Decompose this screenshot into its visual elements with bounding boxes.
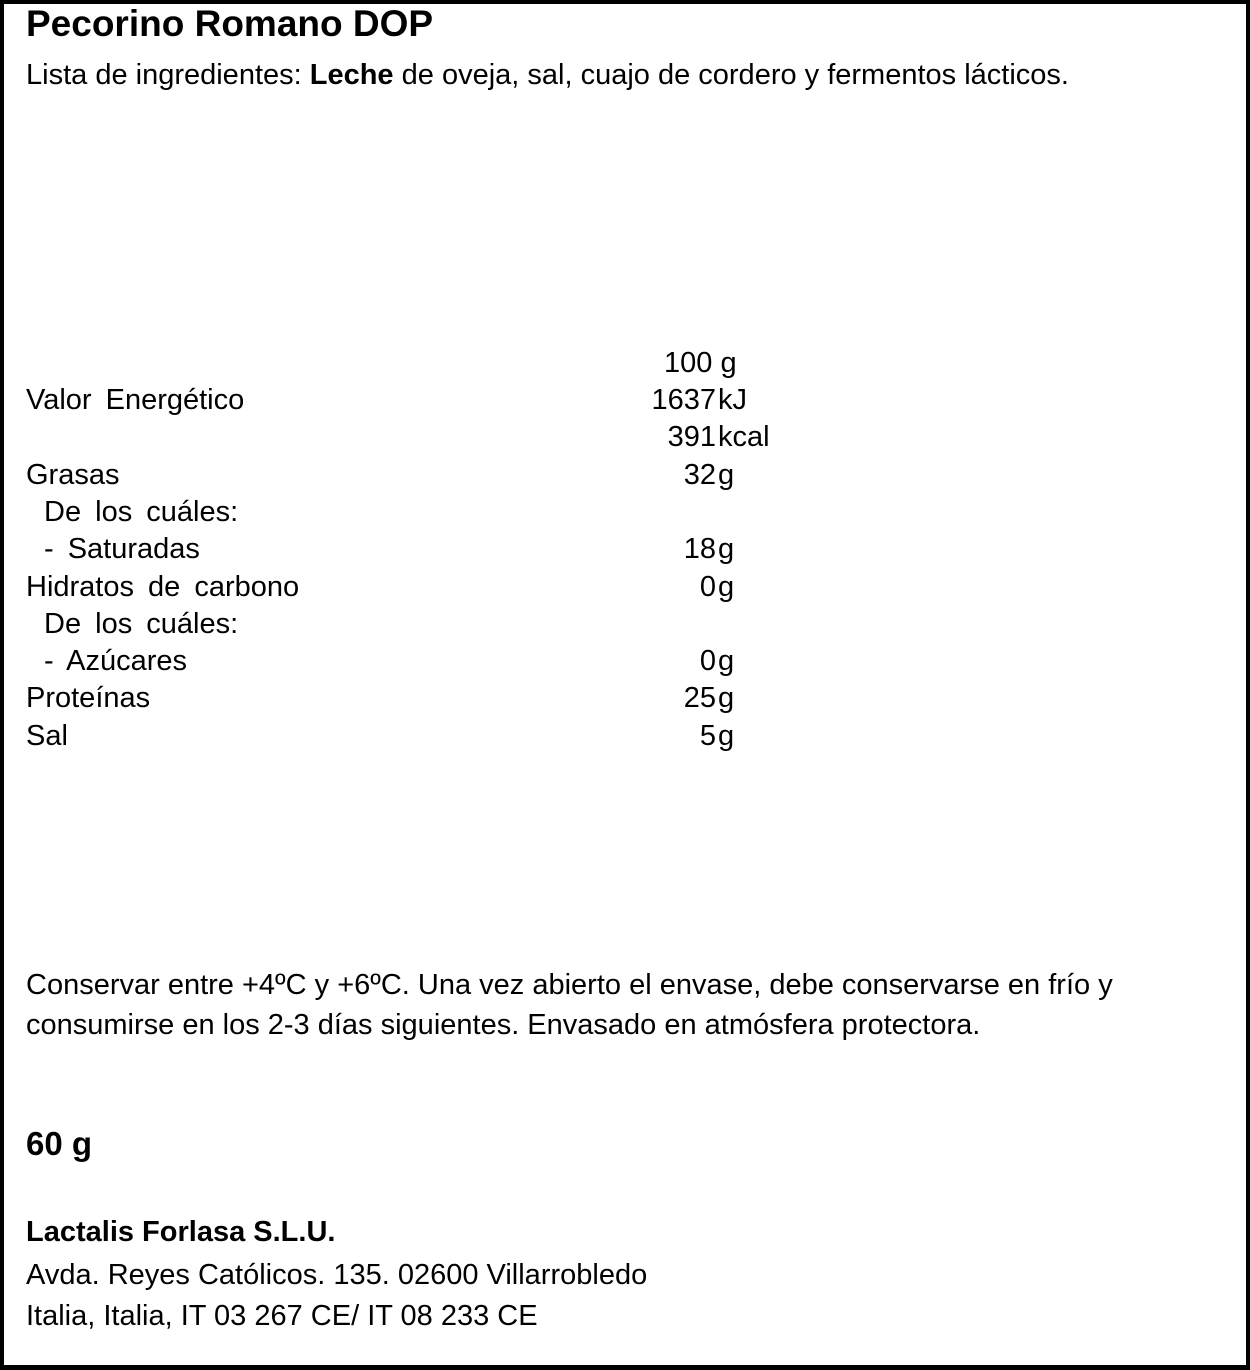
ingredients-rest: de oveja, sal, cuajo de cordero y fermentos lácticos. bbox=[393, 59, 1069, 91]
net-weight: 60 g bbox=[26, 1125, 93, 1162]
nutrition-label: - Azúcares bbox=[44, 645, 187, 678]
nutrition-value: 1637 bbox=[651, 384, 716, 416]
nutrition-value: 0 bbox=[699, 645, 716, 678]
nutrition-row bbox=[26, 718, 806, 755]
nutrition-unit: g bbox=[718, 533, 735, 566]
nutrition-unit: g bbox=[718, 645, 735, 678]
nutrition-label: De los cuáles: bbox=[44, 495, 239, 528]
nutrition-row bbox=[26, 569, 806, 606]
product-title: Pecorino Romano DOP bbox=[26, 3, 434, 44]
company-name: Lactalis Forlasa S.L.U. bbox=[26, 1216, 336, 1248]
nutrition-value: 25 bbox=[683, 682, 716, 715]
nutrition-row bbox=[26, 382, 806, 419]
ingredients-prefix: Lista de ingredientes: bbox=[26, 59, 310, 91]
nutrition-label: Grasas bbox=[26, 458, 120, 491]
nutrition-header: 100 g bbox=[664, 347, 737, 379]
nutrition-unit: g bbox=[718, 719, 735, 752]
nutrition-row bbox=[26, 457, 806, 494]
nutrition-label: - Saturadas bbox=[44, 533, 200, 566]
nutrition-row bbox=[26, 531, 806, 568]
nutrition-value: 391 bbox=[667, 421, 716, 454]
nutrition-row bbox=[26, 680, 806, 717]
nutrition-value: 18 bbox=[683, 533, 716, 566]
company-registration: Italia, Italia, IT 03 267 CE/ IT 08 233 CE bbox=[26, 1300, 538, 1332]
nutrition-row bbox=[26, 419, 806, 456]
ingredients-allergen: Leche bbox=[309, 59, 394, 91]
nutrition-label: Hidratos de carbono bbox=[26, 570, 300, 603]
nutrition-unit: g bbox=[718, 458, 735, 491]
nutrition-value: 0 bbox=[699, 570, 716, 603]
nutrition-label: Proteínas bbox=[26, 682, 151, 715]
nutrition-unit: kcal bbox=[718, 421, 770, 454]
nutrition-label: Sal bbox=[26, 719, 68, 752]
nutrition-row bbox=[26, 606, 806, 643]
nutrition-value: 32 bbox=[683, 458, 716, 491]
nutrition-row bbox=[26, 643, 806, 680]
nutrition-row bbox=[26, 494, 806, 531]
company-address: Avda. Reyes Católicos. 135. 02600 Villarrobledo bbox=[26, 1259, 648, 1291]
storage-instructions: Conservar entre +4ºC y +6ºC. Una vez abierto el envase, debe conservarse en frío y consumirse en los 2-3 días siguientes. Envasado en atmósfera protectora. bbox=[26, 969, 1113, 1041]
ingredients-list bbox=[26, 56, 1086, 94]
nutrition-unit: kJ bbox=[718, 384, 747, 416]
nutrition-label: De los cuáles: bbox=[44, 607, 239, 640]
nutrition-unit: g bbox=[718, 570, 735, 603]
nutrition-label: Valor Energético bbox=[26, 384, 245, 416]
nutrition-value: 5 bbox=[699, 719, 716, 752]
nutrition-unit: g bbox=[718, 682, 735, 715]
